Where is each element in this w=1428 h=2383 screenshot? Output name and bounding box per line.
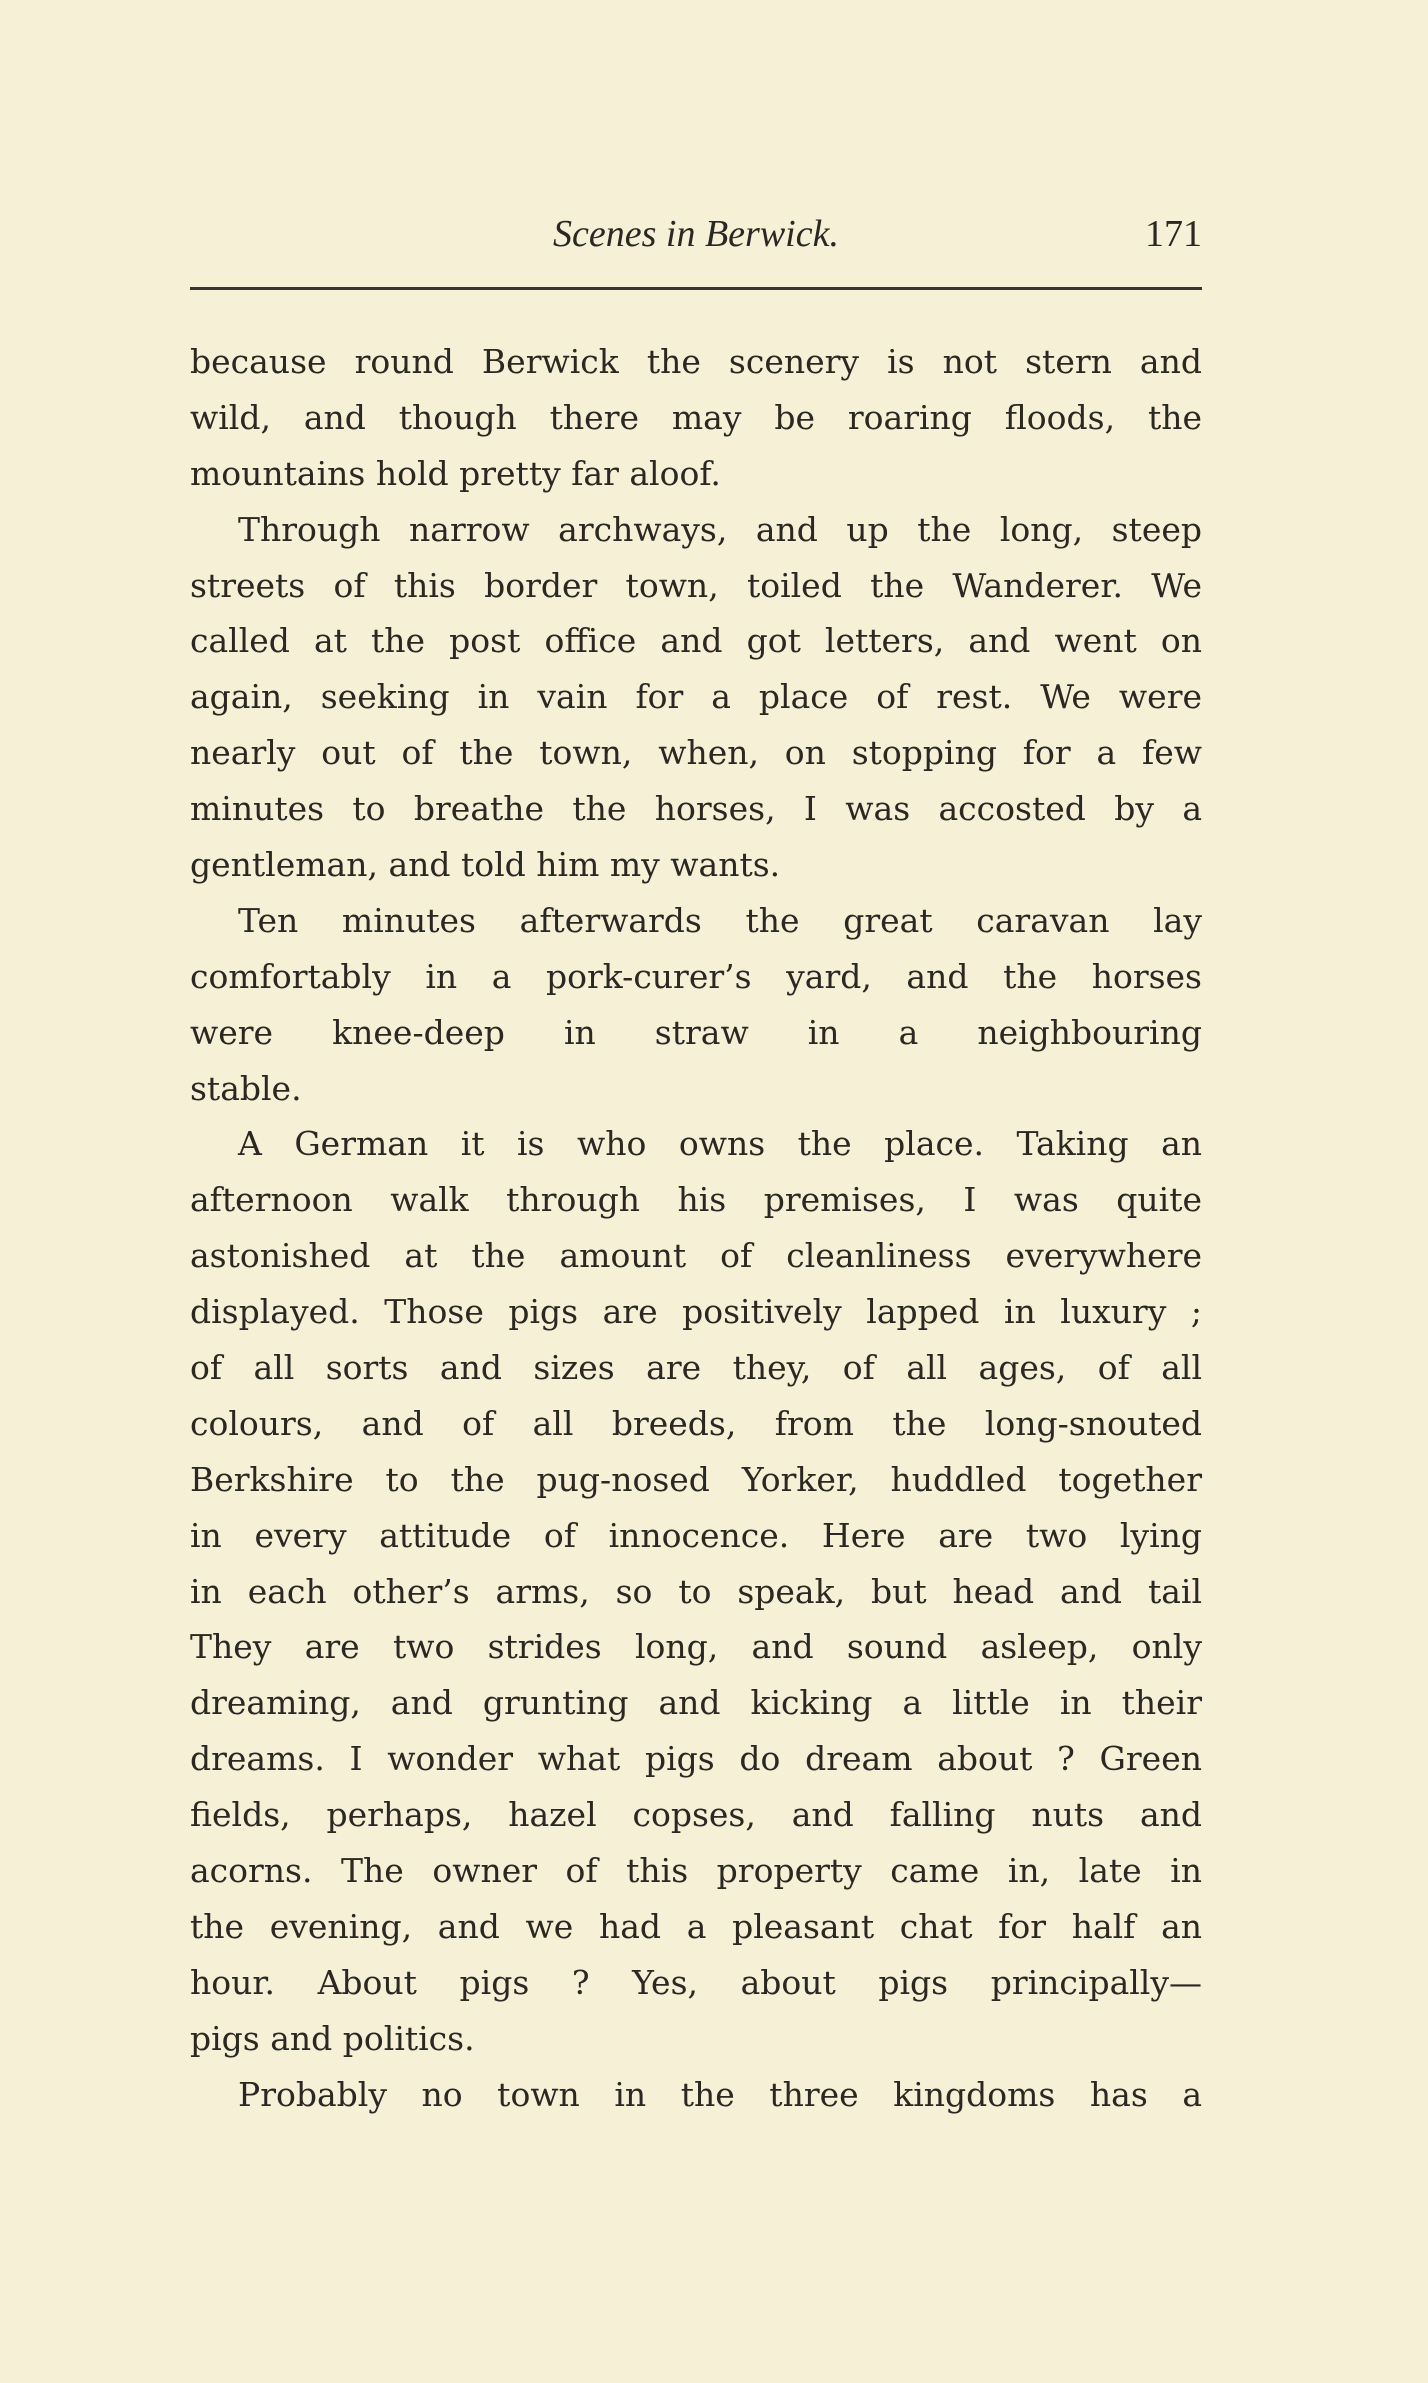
text-line: hour. About pigs ? Yes, about pigs principally— bbox=[190, 1962, 1202, 2002]
text-line: pigs and politics. bbox=[190, 2018, 475, 2058]
text-line: minutes to breathe the horses, I was accosted by a bbox=[190, 789, 1202, 829]
page-number: 171 bbox=[1145, 213, 1202, 255]
text-line: acorns. The owner of this property came in, late in bbox=[190, 1851, 1202, 1891]
text-line: mountains hold pretty far aloof. bbox=[190, 453, 721, 493]
body-text bbox=[190, 334, 1202, 2123]
text-line: Ten minutes afterwards the great caravan lay bbox=[238, 900, 1202, 940]
text-line: wild, and though there may be roaring floods, the bbox=[190, 397, 1202, 437]
text-line: streets of this border town, toiled the Wanderer. We bbox=[190, 565, 1202, 605]
text-line: dreams. I wonder what pigs do dream about ? Green bbox=[190, 1739, 1202, 1779]
text-line: comfortably in a pork-curer’s yard, and the horses bbox=[190, 956, 1202, 996]
text-line: nearly out of the town, when, on stopping for a few bbox=[190, 733, 1202, 773]
text-line: in each other’s arms, so to speak, but head and tail bbox=[190, 1571, 1202, 1611]
running-header bbox=[190, 212, 1202, 272]
running-title: Scenes in Berwick. bbox=[553, 213, 839, 255]
text-line: were knee-deep in straw in a neighbouring bbox=[190, 1012, 1202, 1052]
text-line: called at the post office and got letters, and went on bbox=[190, 621, 1202, 661]
text-line: fields, perhaps, hazel copses, and falling nuts and bbox=[190, 1795, 1202, 1835]
text-line: Berkshire to the pug-nosed Yorker, huddled together bbox=[190, 1459, 1202, 1499]
text-line: in every attitude of innocence. Here are two lying bbox=[190, 1515, 1202, 1555]
text-line: Through narrow archways, and up the long, steep bbox=[238, 509, 1202, 549]
text-line: stable. bbox=[190, 1068, 302, 1108]
text-line: again, seeking in vain for a place of rest. We were bbox=[190, 677, 1202, 717]
text-line: afternoon walk through his premises, I was quite bbox=[190, 1180, 1202, 1220]
text-line: gentleman, and told him my wants. bbox=[190, 845, 781, 885]
text-line: They are two strides long, and sound asleep, only bbox=[190, 1627, 1202, 1667]
text-line: dreaming, and grunting and kicking a little in their bbox=[190, 1683, 1202, 1723]
text-line: the evening, and we had a pleasant chat for half an bbox=[190, 1906, 1202, 1946]
header-rule bbox=[190, 287, 1202, 290]
text-line: colours, and of all breeds, from the long-snouted bbox=[190, 1403, 1202, 1443]
text-line: displayed. Those pigs are positively lapped in luxury ; bbox=[190, 1292, 1202, 1332]
text-line: because round Berwick the scenery is not stern and bbox=[190, 342, 1202, 381]
text-line: Probably no town in the three kingdoms has a bbox=[238, 2074, 1202, 2114]
text-line: astonished at the amount of cleanliness everywhere bbox=[190, 1236, 1202, 1276]
text-line: A German it is who owns the place. Taking an bbox=[238, 1124, 1202, 1164]
text-line: of all sorts and sizes are they, of all ages, of all bbox=[190, 1348, 1202, 1388]
